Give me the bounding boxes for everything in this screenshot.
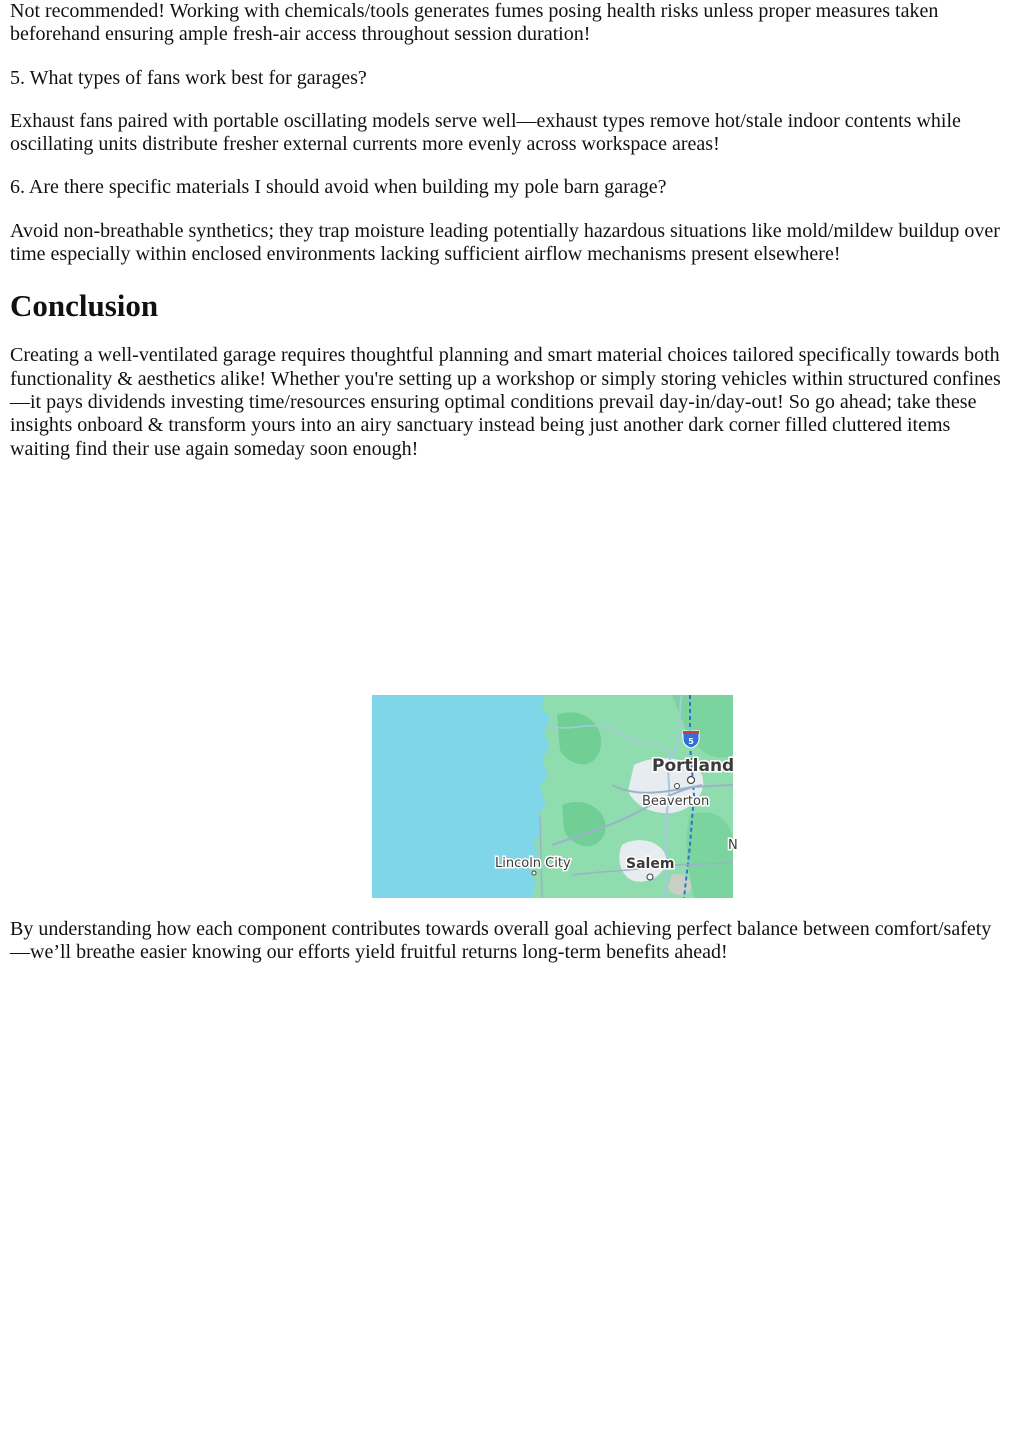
faq-answer-4: Not recommended! Working with chemicals/tools generates fumes posing health risks unless proper measures taken beforehand ensuring ample fresh-air access throughout session duration!: [10, 0, 939, 46]
faq-question-5: 5. What types of fans work best for garages?: [10, 66, 367, 89]
interstate-shield-icon: [683, 731, 699, 748]
map-label-edge: N: [728, 838, 738, 853]
map-embed[interactable]: [372, 695, 738, 898]
city-marker-icon: [532, 871, 536, 875]
faq-question-6: 6. Are there specific materials I should avoid when building my pole barn garage?: [10, 176, 667, 199]
city-marker-icon: [688, 777, 695, 784]
article-body: [10, 0, 1005, 461]
map-label-salem: Salem: [626, 856, 675, 872]
faq-answer-5: Exhaust fans paired with portable oscillating models serve well—exhaust types remove hot/stale indoor contents while oscillating units distribute fresher external currents more evenly across workspace areas!: [10, 109, 961, 156]
closing-paragraph: By understanding how each component contributes towards overall goal achieving perfect balance between comfort/safety—we’ll breathe easier knowing our efforts yield fruitful returns long-term benefits ahead!: [10, 918, 992, 964]
map-label-portland: Portland: [652, 756, 735, 776]
map-forest: [687, 812, 733, 898]
city-marker-icon: [647, 874, 653, 880]
map-label-lincoln-city: Lincoln City: [495, 856, 571, 871]
map-graphic[interactable]: [372, 695, 738, 898]
conclusion-paragraph: Creating a well-ventilated garage requires thoughtful planning and smart material choices tailored specifically towards both functionality & aesthetics alike! Whether you're setting up a workshop or simply storing vehicles within structured confines—it pays dividends investing time/resources ensuring optimal conditions prevail day-in/day-out! So go ahead; take these insights onboard & transform yours into an airy sanctuary instead being just another dark corner filled cluttered items waiting find their use again someday soon enough!: [10, 344, 1001, 460]
interstate-shield-label: 5: [688, 737, 694, 746]
faq-answer-6: Avoid non-breathable synthetics; they trap moisture leading potentially hazardous situations like mold/mildew buildup over time especially within enclosed environments lacking sufficient airflow mechanisms present elsewhere!: [10, 219, 1000, 266]
conclusion-heading: Conclusion: [10, 288, 159, 324]
map-label-beaverton: Beaverton: [642, 794, 710, 809]
city-marker-icon: [675, 784, 680, 789]
